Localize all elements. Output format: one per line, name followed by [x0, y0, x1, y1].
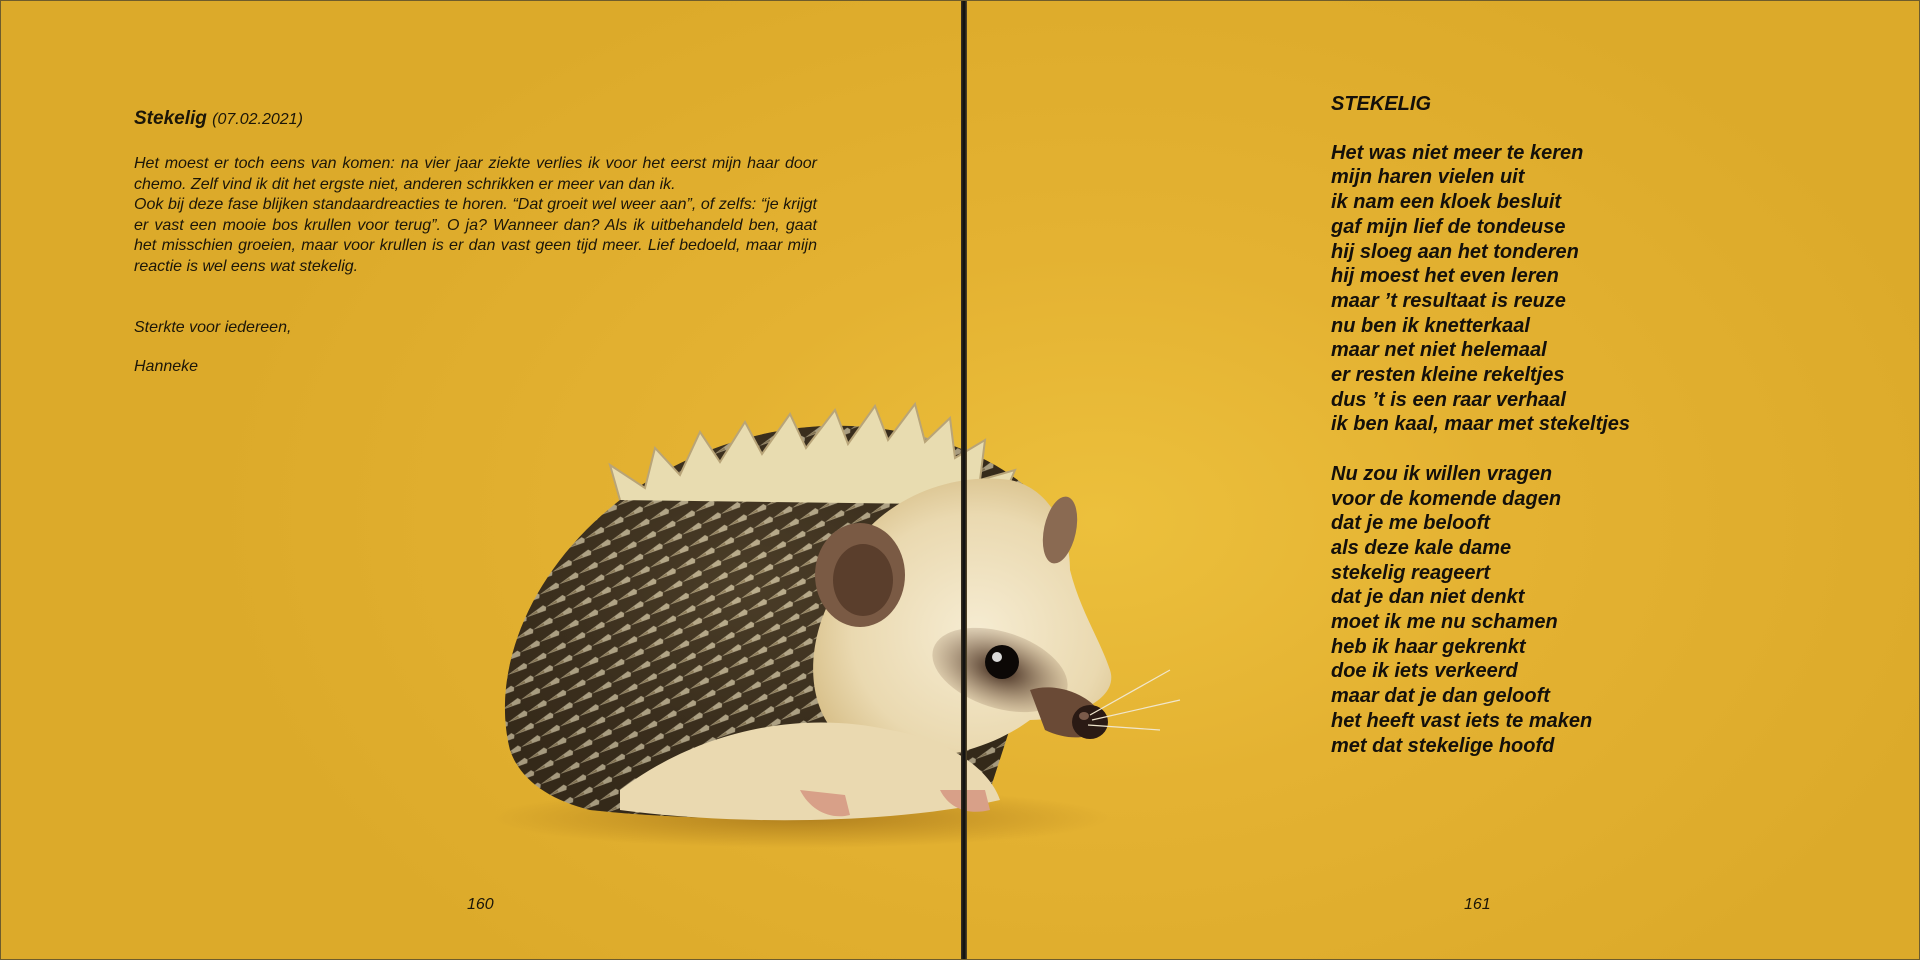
- poem-stanza-2: [1331, 462, 1630, 758]
- poem-line: met dat stekelige hoofd: [1331, 734, 1555, 757]
- poem-stanza-1: [1331, 141, 1630, 437]
- poem-line: stekelig reageert: [1331, 561, 1490, 584]
- poem-line: dat je me belooft: [1331, 512, 1490, 535]
- poem-line: doe ik iets verkeerd: [1331, 660, 1518, 683]
- signature: Hanneke: [134, 358, 199, 375]
- book-spine: [961, 0, 967, 960]
- page-number-right: 161: [1464, 896, 1491, 913]
- intro-block: [134, 108, 817, 376]
- poem-line: gaf mijn lief de tondeuse: [1331, 215, 1566, 238]
- intro-paragraph: [134, 154, 817, 277]
- poem-line: als deze kale dame: [1331, 536, 1512, 559]
- poem-line: ik ben kaal, maar met stekeltjes: [1331, 413, 1631, 436]
- poem-line: voor de komende dagen: [1331, 487, 1562, 510]
- intro-title: Stekelig: [134, 108, 207, 129]
- poem-line: maar net niet helemaal: [1331, 339, 1547, 362]
- page-number-left: 160: [467, 896, 494, 913]
- poem-title: STEKELIG: [1331, 93, 1432, 115]
- poem-line: dus ’t is een raar verhaal: [1331, 388, 1566, 411]
- poem-line: er resten kleine rekeltjes: [1331, 364, 1565, 387]
- greeting: Sterkte voor iedereen,: [134, 319, 292, 336]
- intro-paragraph-part-1: Het moest er toch eens van komen: na vier jaar ziekte verlies ik voor het eerst mijn haar door chemo. Zelf vind ik dit het ergste niet, anderen schrikken er meer van dan ik.: [134, 155, 817, 193]
- poem-line: hij moest het even leren: [1331, 265, 1559, 288]
- poem-line: nu ben ik knetterkaal: [1331, 314, 1530, 337]
- poem-line: Nu zou ik willen vragen: [1331, 462, 1553, 485]
- poem-line: maar dat je dan gelooft: [1331, 685, 1550, 708]
- intro-paragraph-part-2: Ook bij deze fase blijken standaardreacties te horen. “Dat groeit wel weer aan”, of zelfs: “je krijgt er vast een mooie bos krullen voor terug”. O ja? Wanneer dan? Als ik uitbehandeld ben, gaat het misschien groeien, maar voor krullen is er dan vast geen tijd meer. Lief bedoeld, maar mijn reactie is wel eens wat stekelig.: [134, 196, 817, 275]
- poem-line: mijn haren vielen uit: [1331, 166, 1525, 189]
- poem-line: dat je dan niet denkt: [1331, 586, 1525, 609]
- poem: [1331, 92, 1630, 783]
- poem-line: Het was niet meer te keren: [1331, 141, 1584, 164]
- poem-line: heb ik haar gekrenkt: [1331, 635, 1526, 658]
- intro-heading: [134, 108, 817, 130]
- poem-line: moet ik me nu schamen: [1331, 611, 1558, 634]
- poem-line: hij sloeg aan het tonderen: [1331, 240, 1579, 263]
- poem-line: ik nam een kloek besluit: [1331, 191, 1562, 214]
- poem-line: maar ’t resultaat is reuze: [1331, 289, 1566, 312]
- intro-date: (07.02.2021): [212, 111, 303, 128]
- poem-line: het heeft vast iets te maken: [1331, 709, 1593, 732]
